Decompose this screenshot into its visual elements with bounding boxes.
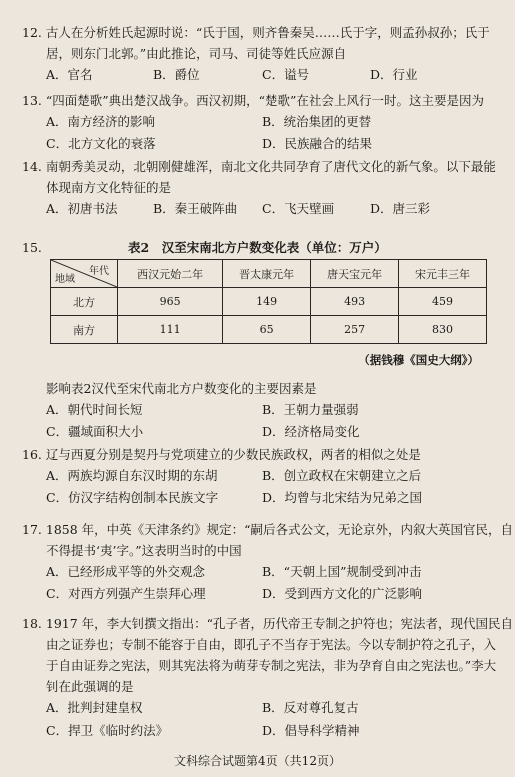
question-text: 古人在分析姓氏起源时说：“氏于国，则齐鲁秦吴……氏于字，则孟孙叔孙；氏于 — [45, 25, 490, 40]
header-region-label: 地域 — [55, 274, 75, 285]
table-row — [51, 288, 487, 316]
option-b: B．爵位 — [153, 67, 200, 82]
question-text: 影响表2汉代至宋代南北方户数变化的主要因素是 — [46, 381, 317, 396]
option-c: C．对西方列强产生崇拜心理 — [46, 586, 206, 601]
option-c: C．仿汉字结构创制本民族文字 — [46, 490, 219, 505]
options-row — [22, 64, 500, 86]
question-18 — [22, 613, 514, 719]
option-c: C．飞天壁画 — [262, 201, 335, 216]
options-row — [22, 111, 500, 133]
options-row — [22, 720, 500, 742]
options-row — [22, 133, 500, 155]
option-a: A．两族均源自东汉时期的东胡 — [46, 468, 218, 483]
option-a: A．批判封建皇权 — [46, 700, 143, 715]
option-b: B．统治集团的更替 — [262, 114, 372, 129]
table-cell: 111 — [118, 316, 223, 344]
options-row — [22, 561, 500, 583]
option-c: C．捍卫《临时约法》 — [46, 723, 169, 738]
question-text: “四面楚歌”典出楚汉战争。西汉初期，“楚歌”在社会上风行一时。这主要是因为 — [45, 93, 484, 108]
option-a: A．南方经济的影响 — [46, 114, 156, 129]
question-text: 1858 年，中英《天津条约》规定：“嗣后各式公文，无论京外，内叙大英国官民，自 — [45, 522, 514, 537]
table-cell: 830 — [399, 316, 487, 344]
option-d: D．行业 — [370, 67, 418, 82]
option-d: D．倡导科学精神 — [262, 723, 360, 738]
question-text: 由之证券也；专制不能容于自由，即孔子不当存于宪法。今以专制护符之孔子，入 — [46, 637, 497, 652]
option-a: A．初唐书法 — [46, 201, 118, 216]
options-row — [22, 583, 500, 605]
option-b: B．秦王破阵曲 — [153, 201, 238, 216]
options-row — [22, 198, 500, 220]
question-text: 1917 年，李大钊撰文指出：“孔子者，历代帝王专制之护符也；宪法者，现代国民自 — [45, 616, 514, 631]
option-b: B．王朝力量强弱 — [262, 402, 359, 417]
options-row — [22, 487, 500, 509]
question-14 — [22, 156, 500, 220]
column-header: 西汉元始二年 — [118, 260, 223, 288]
question-number: 12. — [22, 25, 42, 40]
option-b: B．反对尊孔复古 — [262, 700, 359, 715]
option-a: A．朝代时间长短 — [46, 402, 143, 417]
question-15-caption — [22, 237, 500, 259]
options-row — [22, 697, 500, 719]
option-d: D．经济格局变化 — [262, 424, 360, 439]
question-number: 16. — [22, 447, 42, 462]
household-table — [50, 259, 487, 344]
question-text: 辽与西夏分别是契丹与党项建立的少数民族政权，两者的相似之处是 — [45, 447, 421, 462]
option-c: C．谥号 — [262, 67, 310, 82]
table-cell: 149 — [223, 288, 311, 316]
question-text: 于自由证券之宪法，则其宪法将为萌芽专制之宪法，非为孕育自由之宪法也。”李大 — [46, 658, 497, 673]
table-corner-cell — [51, 260, 118, 288]
column-header: 唐天宝元年 — [311, 260, 399, 288]
column-header: 宋元丰三年 — [399, 260, 487, 288]
table-cell: 257 — [311, 316, 399, 344]
question-text: 南朝秀美灵动，北朝刚健雄浑，南北文化共同孕育了唐代文化的新气象。以下最能 — [45, 159, 496, 174]
table-source: （据钱穆《国史大纲》） — [358, 353, 479, 367]
option-d: D．均曾与北宋结为兄弟之国 — [262, 490, 423, 505]
question-18-options-cd — [22, 720, 500, 742]
question-text: 钊在此强调的是 — [46, 679, 134, 694]
table-cell: 493 — [311, 288, 399, 316]
question-17 — [22, 519, 514, 605]
question-text: 居，则东门北郭。”由此推论，司马、司徒等姓氏应源自 — [46, 46, 347, 61]
question-number: 17. — [22, 522, 42, 537]
option-d: D．唐三彩 — [370, 201, 431, 216]
question-number: 14. — [22, 159, 42, 174]
row-header: 南方 — [51, 316, 118, 344]
option-a: A．官名 — [46, 67, 93, 82]
row-header: 北方 — [51, 288, 118, 316]
table-header-row — [51, 260, 487, 288]
option-b: B．创立政权在宋朝建立之后 — [262, 468, 422, 483]
table-cell: 965 — [118, 288, 223, 316]
option-b: B．“天朝上国”规制受到冲击 — [262, 564, 422, 579]
question-number: 15. — [22, 240, 42, 255]
table-cell: 65 — [223, 316, 311, 344]
table-cell: 459 — [399, 288, 487, 316]
options-row — [22, 421, 500, 443]
options-row — [22, 399, 500, 421]
question-text: 体现南方文化特征的是 — [46, 180, 172, 195]
table-title: 表2 汉至宋南北方户数变化表（单位：万户） — [128, 240, 387, 255]
question-13 — [22, 90, 500, 155]
table-row — [51, 316, 487, 344]
question-number: 13. — [22, 93, 42, 108]
option-a: A．已经形成平等的外交观念 — [46, 564, 206, 579]
question-15 — [22, 378, 500, 443]
page-footer: 文科综合试题第4页（共12页） — [174, 754, 341, 768]
question-16 — [22, 444, 500, 509]
question-12 — [22, 22, 500, 86]
question-number: 18. — [22, 616, 42, 631]
question-text: 不得提书‘夷’字。”这表明当时的中国 — [46, 543, 242, 558]
option-d: D．民族融合的结果 — [262, 136, 373, 151]
option-d: D．受到西方文化的广泛影响 — [262, 586, 423, 601]
option-c: C．疆域面积大小 — [46, 424, 144, 439]
option-c: C．北方文化的衰落 — [46, 136, 156, 151]
header-era-label: 年代 — [89, 266, 109, 277]
column-header: 晋太康元年 — [223, 260, 311, 288]
options-row — [22, 465, 500, 487]
